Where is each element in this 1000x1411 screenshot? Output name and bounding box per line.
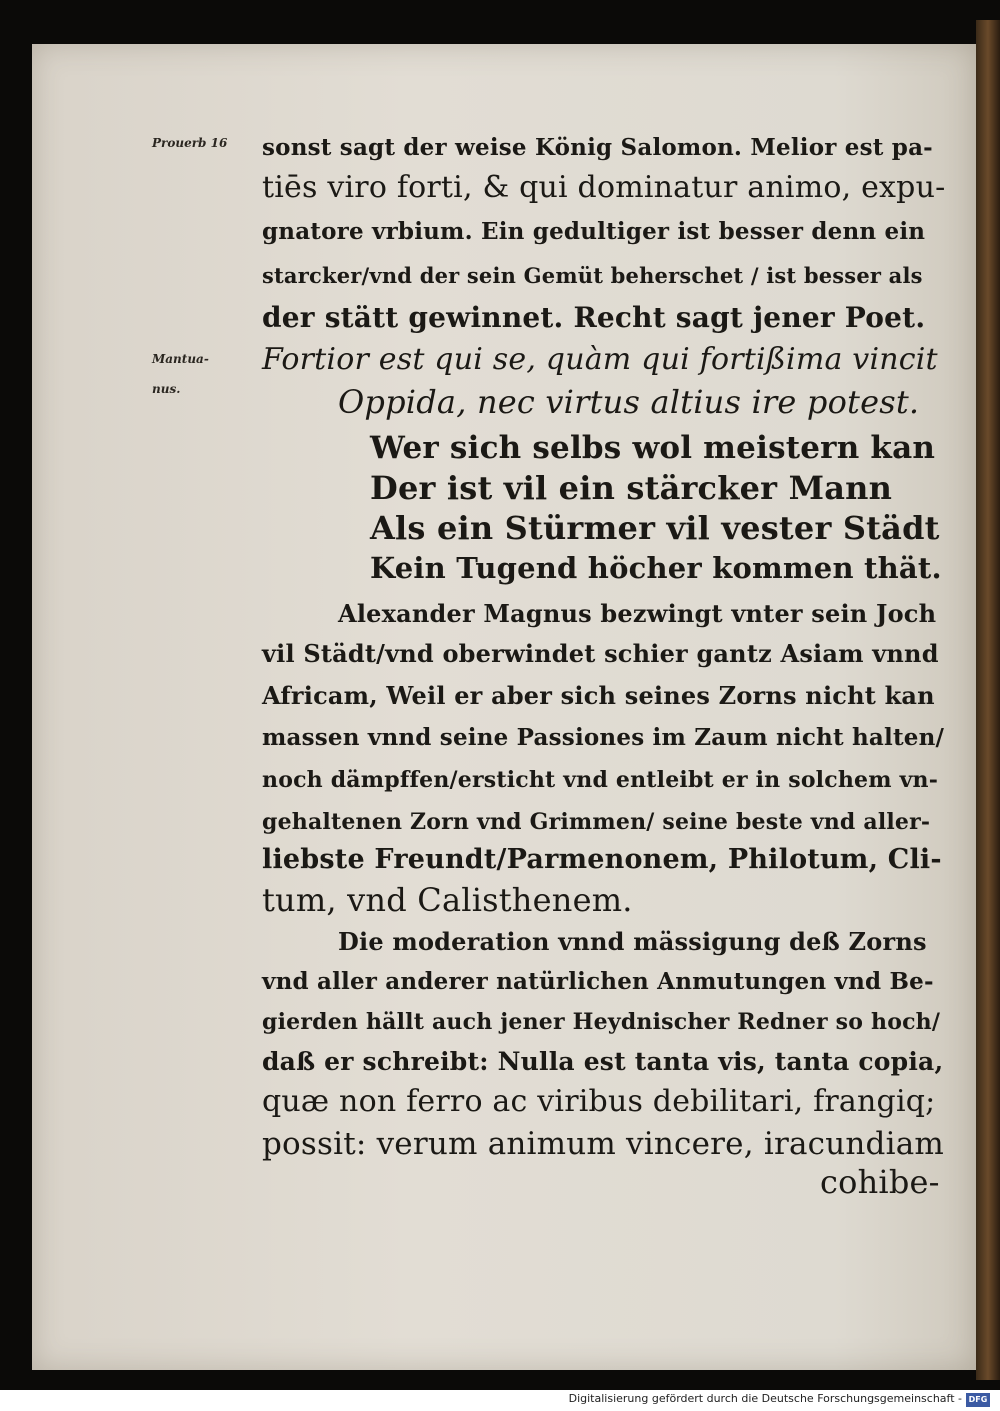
text-line: gehaltenen Zorn vnd Grimmen/ seine beste vnd aller-: [262, 809, 931, 835]
text-line: liebste Freundt/Parmenonem, Philotum, Cli-: [262, 844, 942, 875]
margin-note-proverbs: Prouerb 16: [152, 136, 228, 150]
text-line: tum, vnd Calisthenem.: [262, 881, 633, 919]
text-line: vil Städt/vnd oberwindet schier gantz Asiam vnnd: [262, 639, 939, 668]
text-line: der stätt gewinnet. Recht sagt jener Poet.: [262, 301, 926, 334]
book-edge: [976, 20, 1000, 1380]
text-line: massen vnnd seine Passiones im Zaum nicht halten/: [262, 724, 945, 751]
digitization-credit: Digitalisierung gefördert durch die Deutsche Forschungsgemeinschaft -: [568, 1392, 962, 1405]
text-line: quæ non ferro ac viribus debilitari, frangiq;: [262, 1084, 936, 1119]
latin-verse-line: Oppida, nec virtus altius ire potest.: [338, 383, 920, 421]
text-line: starcker/vnd der sein Gemüt beherschet / ist besser als: [262, 263, 923, 288]
text-line: possit: verum animum vincere, iracundiam: [262, 1126, 944, 1162]
text-line: Africam, Weil er aber sich seines Zorns nicht kan: [262, 681, 935, 710]
margin-note-mantuanus: Mantua-: [152, 352, 209, 366]
text-line: daß er schreibt: Nulla est tanta vis, tanta copia,: [262, 1047, 944, 1076]
german-verse-line: Der ist vil ein stärcker Mann: [370, 469, 893, 507]
text-line: sonst sagt der weise König Salomon. Melior est pa-: [262, 134, 933, 161]
text-line: Alexander Magnus bezwingt vnter sein Joch: [338, 599, 937, 628]
text-line: gnatore vrbium. Ein gedultiger ist besser denn ein: [262, 218, 926, 245]
german-verse-line: Kein Tugend höcher kommen thät.: [370, 551, 942, 585]
german-verse-line: Wer sich selbs wol meistern kan: [370, 430, 936, 466]
latin-verse-line: Fortior est qui se, quàm qui fortißima vincit: [262, 342, 938, 377]
text-line: tiēs viro forti, & qui dominatur animo, expu-: [262, 170, 946, 205]
text-line: vnd aller anderer natürlichen Anmutungen vnd Be-: [262, 968, 934, 995]
text-line: Die moderation vnnd mässigung deß Zorns: [338, 927, 927, 956]
margin-note-mantuanus-2: nus.: [152, 382, 181, 396]
text-line: noch dämpffen/ersticht vnd entleibt er in solchem vn-: [262, 767, 939, 793]
text-line: gierden hällt auch jener Heydnischer Redner so hoch/: [262, 1009, 941, 1035]
dfg-logo: DFG: [966, 1393, 990, 1407]
german-verse-line: Als ein Stürmer vil vester Städt: [370, 509, 940, 547]
catchword: cohibe-: [820, 1163, 940, 1201]
